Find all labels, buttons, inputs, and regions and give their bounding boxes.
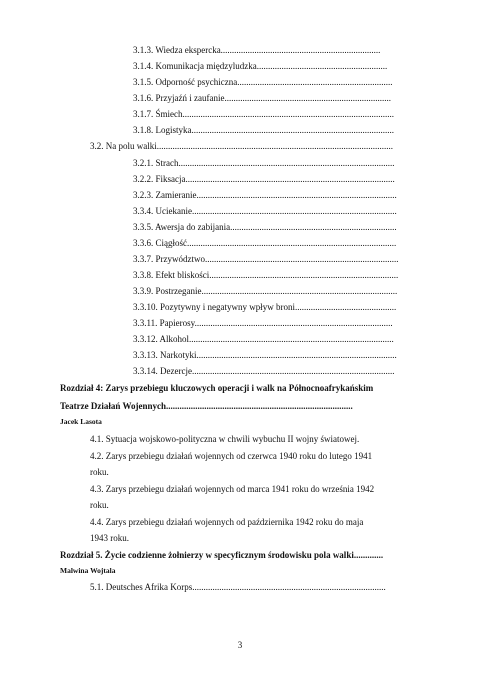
chapter-4-author: Jacek Lasota: [60, 417, 102, 426]
toc-entry-3-3-7: 3.3.7. Przywództwo......................................................................................: [133, 254, 399, 264]
toc-entry-3-1-8: 3.1.8. Logistyka..........................................................................................: [133, 125, 394, 135]
toc-entry-3-3-8: 3.3.8. Efekt bliskości....................................................................................: [133, 270, 399, 280]
toc-entry-4-2-line-1: 4.2. Zarys przebiegu działań wojennych od czerwca 1940 roku do lutego 1941: [90, 451, 373, 461]
toc-entry-3-3-11: 3.3.11. Papierosy........................................................................................: [133, 318, 393, 328]
toc-entry-3-3-10: 3.3.10. Pozytywny i negatywny wpływ broni.............................................: [133, 302, 397, 312]
toc-entry-3-1-7: 3.1.7. Śmiech..............................................................................................: [133, 109, 394, 119]
toc-entry-3-1-3: 3.1.3. Wiedza ekspercka.......................................................................: [133, 45, 381, 55]
toc-entry-3-3-13: 3.3.13. Narkotyki.........................................................................................: [133, 350, 397, 360]
toc-entry-3-3-5: 3.3.5. Awersja do zabijania..........................................................................: [133, 222, 397, 232]
chapter-4-title-line-1: Rozdział 4: Zarys przebiegu kluczowych operacji i walk na Północnoafrykańskim: [60, 383, 374, 393]
toc-entry-4-1: 4.1. Sytuacja wojskowo-polityczna w chwili wybuchu II wojny światowej.: [90, 434, 360, 444]
chapter-5-title: Rozdział 5. Życie codzienne żołnierzy w specyficznym środowisku pola walki.............: [60, 550, 384, 560]
toc-entry-3-2-1: 3.2.1. Strach................................................................................................: [133, 158, 395, 168]
toc-entry-3-2-3: 3.2.3. Zamieranie.........................................................................................: [133, 190, 397, 200]
toc-entry-3-2: 3.2. Na polu walki.........................................................................................................: [90, 141, 393, 151]
toc-entry-4-4-line-1: 4.4. Zarys przebiegu działań wojennych od października 1942 roku do maja: [90, 517, 364, 527]
page-number: 3: [237, 640, 243, 650]
toc-entry-4-2-line-2: roku.: [90, 467, 109, 477]
chapter-5-author: Malwina Wojtala: [60, 566, 116, 575]
toc-entry-3-1-4: 3.1.4. Komunikacja międzyludzka..........................................................: [133, 61, 388, 71]
chapter-4-title-line-2: Teatrze Działań Wojennych...................................................................................: [60, 401, 353, 411]
toc-entry-3-3-9: 3.3.9. Postrzeganie.......................................................................................: [133, 286, 398, 296]
toc-entry-4-3-line-1: 4.3. Zarys przebiegu działań wojennych od marca 1941 roku do września 1942: [90, 484, 375, 494]
toc-entry-3-1-5: 3.1.5. Odporność psychiczna.....................................................................: [133, 77, 393, 87]
toc-entry-5-1: 5.1. Deutsches Afrika Korps......................................................................................: [90, 582, 386, 592]
toc-entry-3-2-2: 3.2.2. Fiksacja.............................................................................................: [133, 174, 395, 184]
toc-entry-3-1-6: 3.1.6. Przyjaźń i zaufanie..........................................................................: [133, 93, 391, 103]
toc-entry-3-3-14: 3.3.14. Dezercje..........................................................................................: [133, 366, 395, 376]
toc-entry-3-3-6: 3.3.6. Ciągłość.............................................................................................: [133, 238, 397, 248]
toc-entry-4-4-line-2: 1943 roku.: [90, 533, 129, 543]
toc-entry-3-3-4: 3.3.4. Uciekanie...........................................................................................: [133, 206, 397, 216]
toc-entry-4-3-line-2: roku.: [90, 500, 109, 510]
toc-entry-3-3-12: 3.3.12. Alkohol...........................................................................................: [133, 334, 394, 344]
